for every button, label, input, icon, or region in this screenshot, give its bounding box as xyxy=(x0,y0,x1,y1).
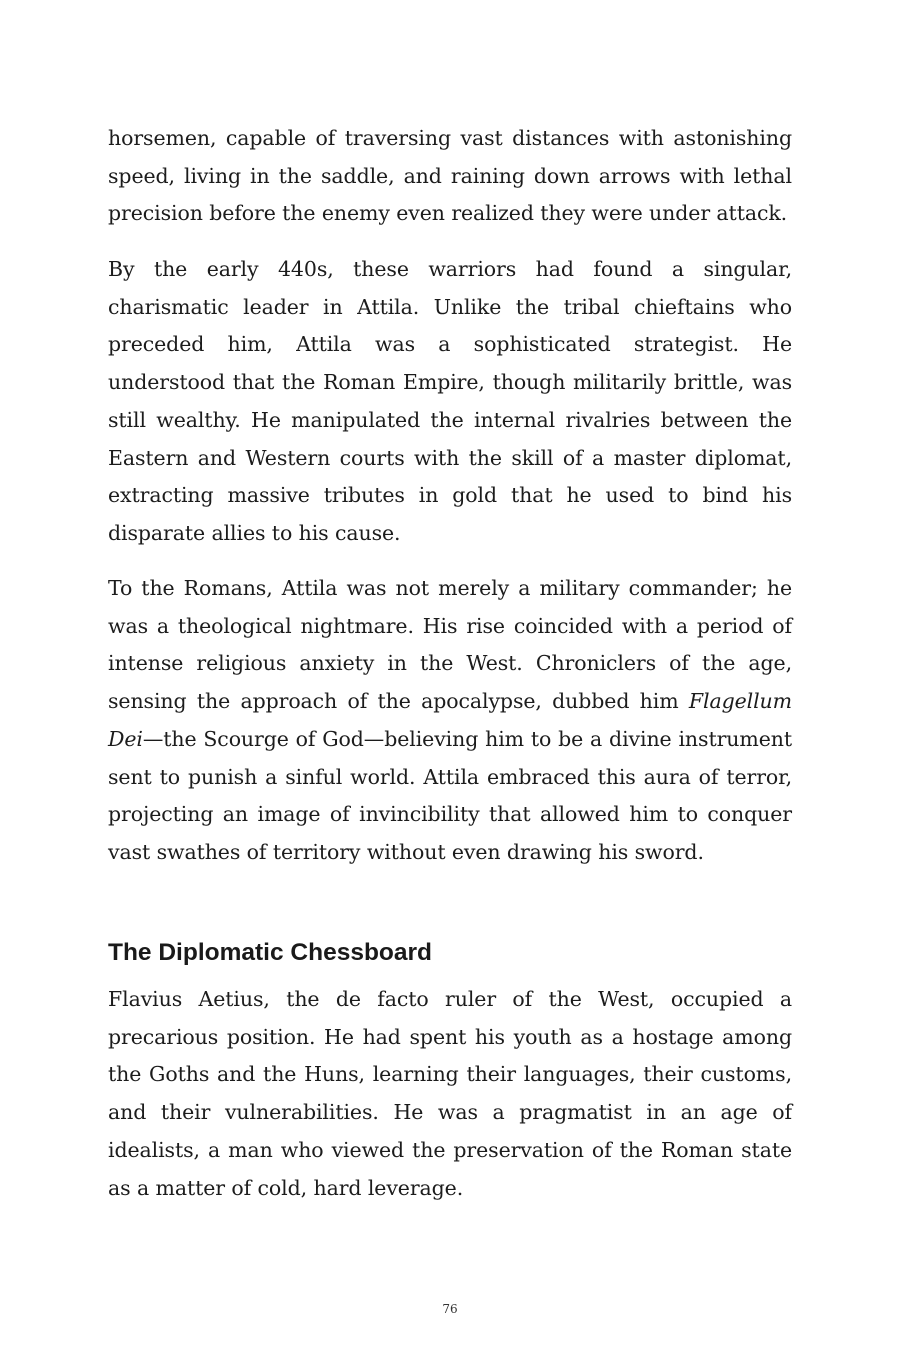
paragraph-flavius-aetius: Flavius Aetius, the de facto ruler of the West, occupied a precarious position. He had spent his youth as a hostage among the Goths and the Huns, learning their languages, their customs, and their vulnerabilities. He was a pragmatist in an age of idealists, a man who viewed the preservation of the Roman state as a matter of cold, hard leverage. xyxy=(108,987,792,1200)
paragraph-text-before-italic: To the Romans, Attila was not merely a military commander; he was a theological nightmare. His rise coincided with a period of intense religious anxiety in the West. Chroniclers of the age, sensing the approach of the apocalypse, dubbed him xyxy=(108,576,792,714)
page-number: 76 xyxy=(442,1302,458,1316)
italic-term: Flagellum Dei xyxy=(108,689,792,751)
paragraph-text-after-italic: —the Scourge of God—believing him to be a divine instrument sent to punish a sinful world. Attila embraced this aura of terror, projecting an image of invincibility that allowed him to conquer vast swathes of territory without even drawing his sword. xyxy=(108,726,792,864)
section-heading: The Diplomatic Chessboard xyxy=(108,939,433,966)
paragraph-attila-leader: By the early 440s, these warriors had found a singular, charismatic leader in Attila. Unlike the tribal chieftains who preceded him, Attila was a sophisticated strategist. He understood that the Roman Empire, though militarily brittle, was still wealthy. He manipulated the internal rivalries between the Eastern and Western courts with the skill of a master diplomat, extracting massive tributes in gold that he used to bind his disparate allies to his cause. xyxy=(108,257,792,545)
paragraph-scourge-of-god xyxy=(108,570,792,872)
paragraph-horsemen: horsemen, capable of traversing vast distances with astonishing speed, living in the saddle, and raining down arrows with lethal precision before the enemy even realized they were under attack. xyxy=(108,126,792,226)
